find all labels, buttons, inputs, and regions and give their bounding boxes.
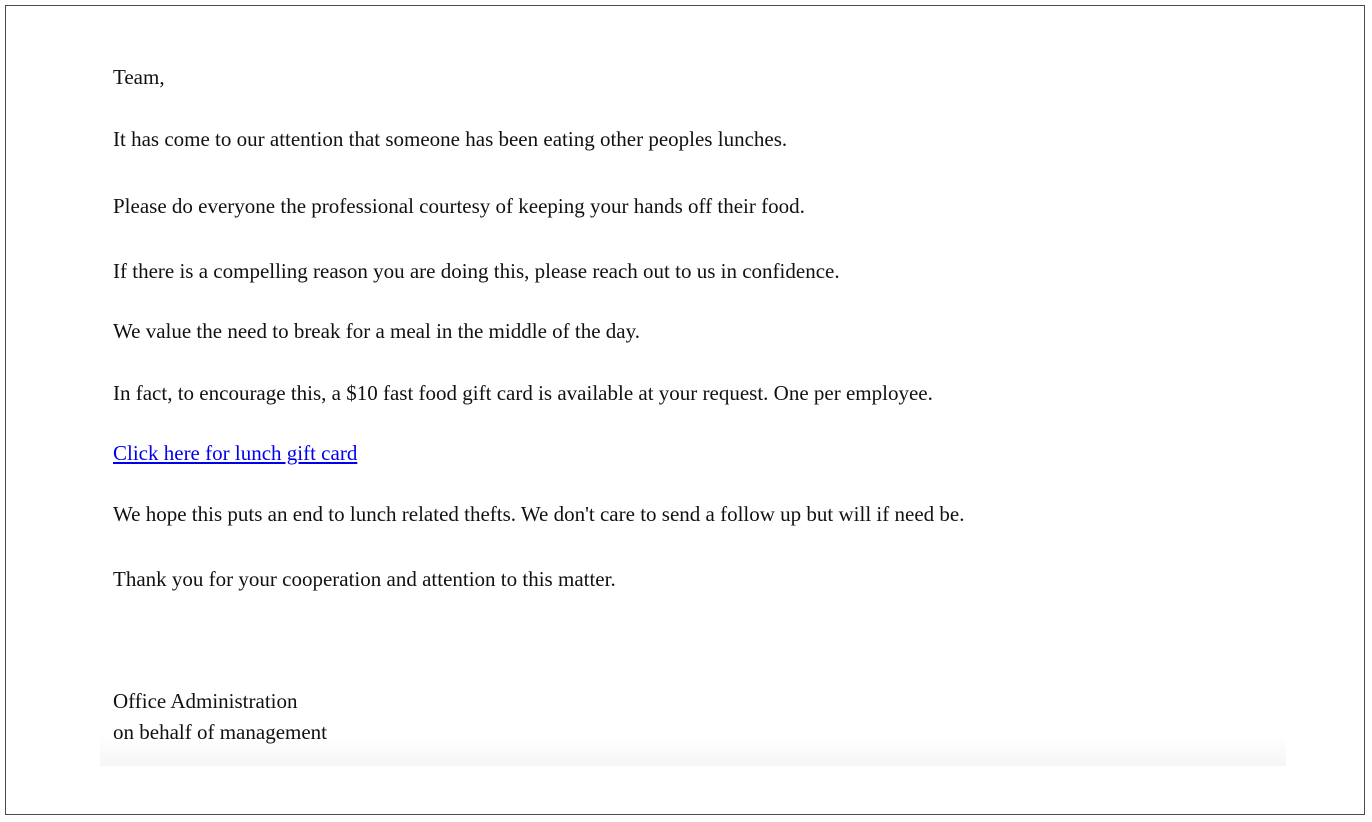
email-paragraph: If there is a compelling reason you are doing this, please reach out to us in confidence. <box>113 259 840 283</box>
gift-card-link[interactable]: Click here for lunch gift card <box>113 441 358 465</box>
email-paragraph: We hope this puts an end to lunch related thefts. We don't care to send a follow up but will if need be. <box>113 502 965 526</box>
signature-subtitle: on behalf of management <box>113 720 327 744</box>
email-paragraph: We value the need to break for a meal in the middle of the day. <box>113 319 640 343</box>
email-greeting: Team, <box>113 65 165 89</box>
email-paragraph: Thank you for your cooperation and attention to this matter. <box>113 567 616 591</box>
email-paragraph: Please do everyone the professional courtesy of keeping your hands off their food. <box>113 194 805 218</box>
gift-card-link-row <box>113 440 357 466</box>
email-paragraph: It has come to our attention that someone has been eating other peoples lunches. <box>113 127 788 151</box>
email-body <box>100 46 1286 766</box>
email-frame <box>5 5 1365 815</box>
email-paragraph: In fact, to encourage this, a $10 fast food gift card is available at your request. One per employee. <box>113 381 933 405</box>
signature-name: Office Administration <box>113 689 298 713</box>
